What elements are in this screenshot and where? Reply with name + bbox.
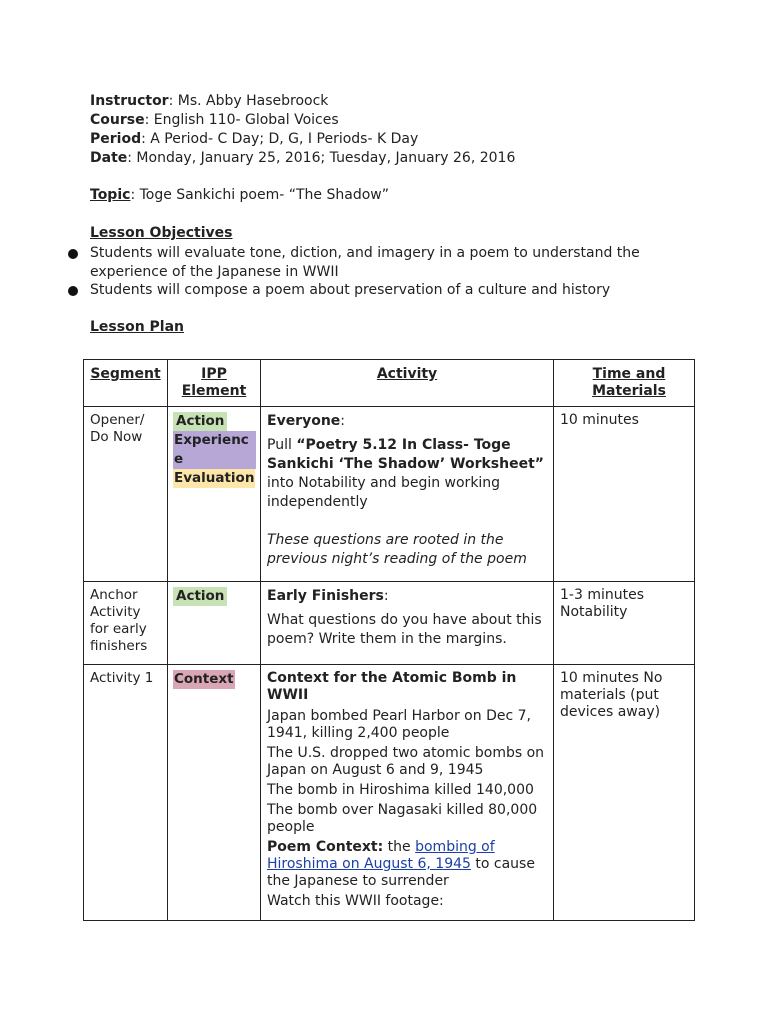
fact-item: The U.S. dropped two atomic bombs on Japan on August 6 and 9, 1945 <box>267 745 545 778</box>
instructor-line <box>90 92 515 111</box>
objective-item <box>68 244 688 281</box>
topic-value: : Toge Sankichi poem- “The Shadow” <box>130 187 389 203</box>
activity-cell <box>261 407 554 582</box>
period-value: : A Period- C Day; D, G, I Periods- K Day <box>141 131 419 147</box>
course-line <box>90 111 515 130</box>
date-value: : Monday, January 25, 2016; Tuesday, January 26, 2016 <box>127 150 516 166</box>
ipp-tag-context: Context <box>174 671 234 687</box>
instructor-value: : Ms. Abby Hasebroock <box>168 93 329 109</box>
activity-cell <box>261 582 554 665</box>
ipp-tag-action: Action <box>173 587 227 606</box>
lesson-header <box>90 92 515 168</box>
table-row <box>84 407 695 582</box>
activity-heading: Context for the Atomic Bomb in WWII <box>267 670 517 703</box>
objectives-list <box>68 244 688 300</box>
worksheet-name: “Poetry 5.12 In Class- Toge Sankichi ‘The Shadow’ Worksheet” <box>267 437 544 472</box>
objective-text: Students will evaluate tone, diction, and imagery in a poem to understand the experience of the Japanese in WWII <box>90 245 640 280</box>
bullet-icon <box>68 249 78 259</box>
period-line <box>90 130 515 149</box>
fact-item: Japan bombed Pearl Harbor on Dec 7, 1941, killing 2,400 people <box>267 708 531 741</box>
activity-heading-colon: : <box>383 588 389 604</box>
objective-item <box>68 281 688 300</box>
activity-cell <box>261 665 554 921</box>
fact-item: The bomb in Hiroshima killed 140,000 <box>267 782 534 798</box>
course-label: Course <box>90 112 145 128</box>
header-segment: Segment <box>84 360 168 407</box>
pull-prefix: Pull <box>267 437 297 453</box>
ipp-cell <box>168 582 261 665</box>
activity-note: These questions are rooted in the previous night’s reading of the poem <box>267 532 527 567</box>
fact-item: The bomb over Nagasaki killed 80,000 people <box>267 802 538 835</box>
poem-context-pre: the <box>383 839 416 855</box>
objective-text: Students will compose a poem about preservation of a culture and history <box>90 282 611 298</box>
ipp-tag-action: Action <box>173 412 227 431</box>
ipp-cell <box>168 665 261 921</box>
table-row <box>84 582 695 665</box>
segment-cell: Anchor Activity for early finishers <box>84 582 168 665</box>
poem-context-label: Poem Context: <box>267 839 384 855</box>
header-time-materials: Time and Materials <box>554 360 695 407</box>
date-line <box>90 149 515 168</box>
topic-label: Topic <box>90 187 131 203</box>
ipp-tag-evaluation: Evaluation <box>174 470 255 486</box>
activity-heading-colon: : <box>340 413 346 429</box>
table-row <box>84 665 695 921</box>
instructor-label: Instructor <box>90 93 169 109</box>
time-cell: 10 minutes <box>554 407 695 582</box>
topic-line <box>90 187 389 203</box>
hiroshima-link[interactable]: bombing of Hiroshima on August 6, 1945 <box>267 839 495 872</box>
activity-heading: Early Finishers <box>267 588 384 604</box>
segment-cell: Opener/ Do Now <box>84 407 168 582</box>
course-value: : English 110- Global Voices <box>144 112 339 128</box>
header-ipp-element: IPP Element <box>168 360 261 407</box>
segment-cell: Activity 1 <box>84 665 168 921</box>
bullet-icon <box>68 286 78 296</box>
activity-heading: Everyone <box>267 413 341 429</box>
lesson-plan-table <box>83 359 695 921</box>
activity-text: What questions do you have about this poem? Write them in the margins. <box>267 612 542 647</box>
poem-context-post: to cause the Japanese to surrender <box>267 856 535 889</box>
time-cell: 10 minutes No materials (put devices away) <box>554 665 695 921</box>
header-activity: Activity <box>261 360 554 407</box>
lesson-plan-title: Lesson Plan <box>90 319 185 335</box>
ipp-tag-experience: Experience <box>173 431 256 469</box>
pull-suffix: into Notability and begin working independently <box>267 475 501 510</box>
date-label: Date <box>90 150 128 166</box>
table-header-row <box>84 360 695 407</box>
period-label: Period <box>90 131 142 147</box>
footage-text: Watch this WWII footage: <box>267 893 444 909</box>
ipp-cell <box>168 407 261 582</box>
time-cell: 1-3 minutes Notability <box>554 582 695 665</box>
objectives-title: Lesson Objectives <box>90 225 233 241</box>
